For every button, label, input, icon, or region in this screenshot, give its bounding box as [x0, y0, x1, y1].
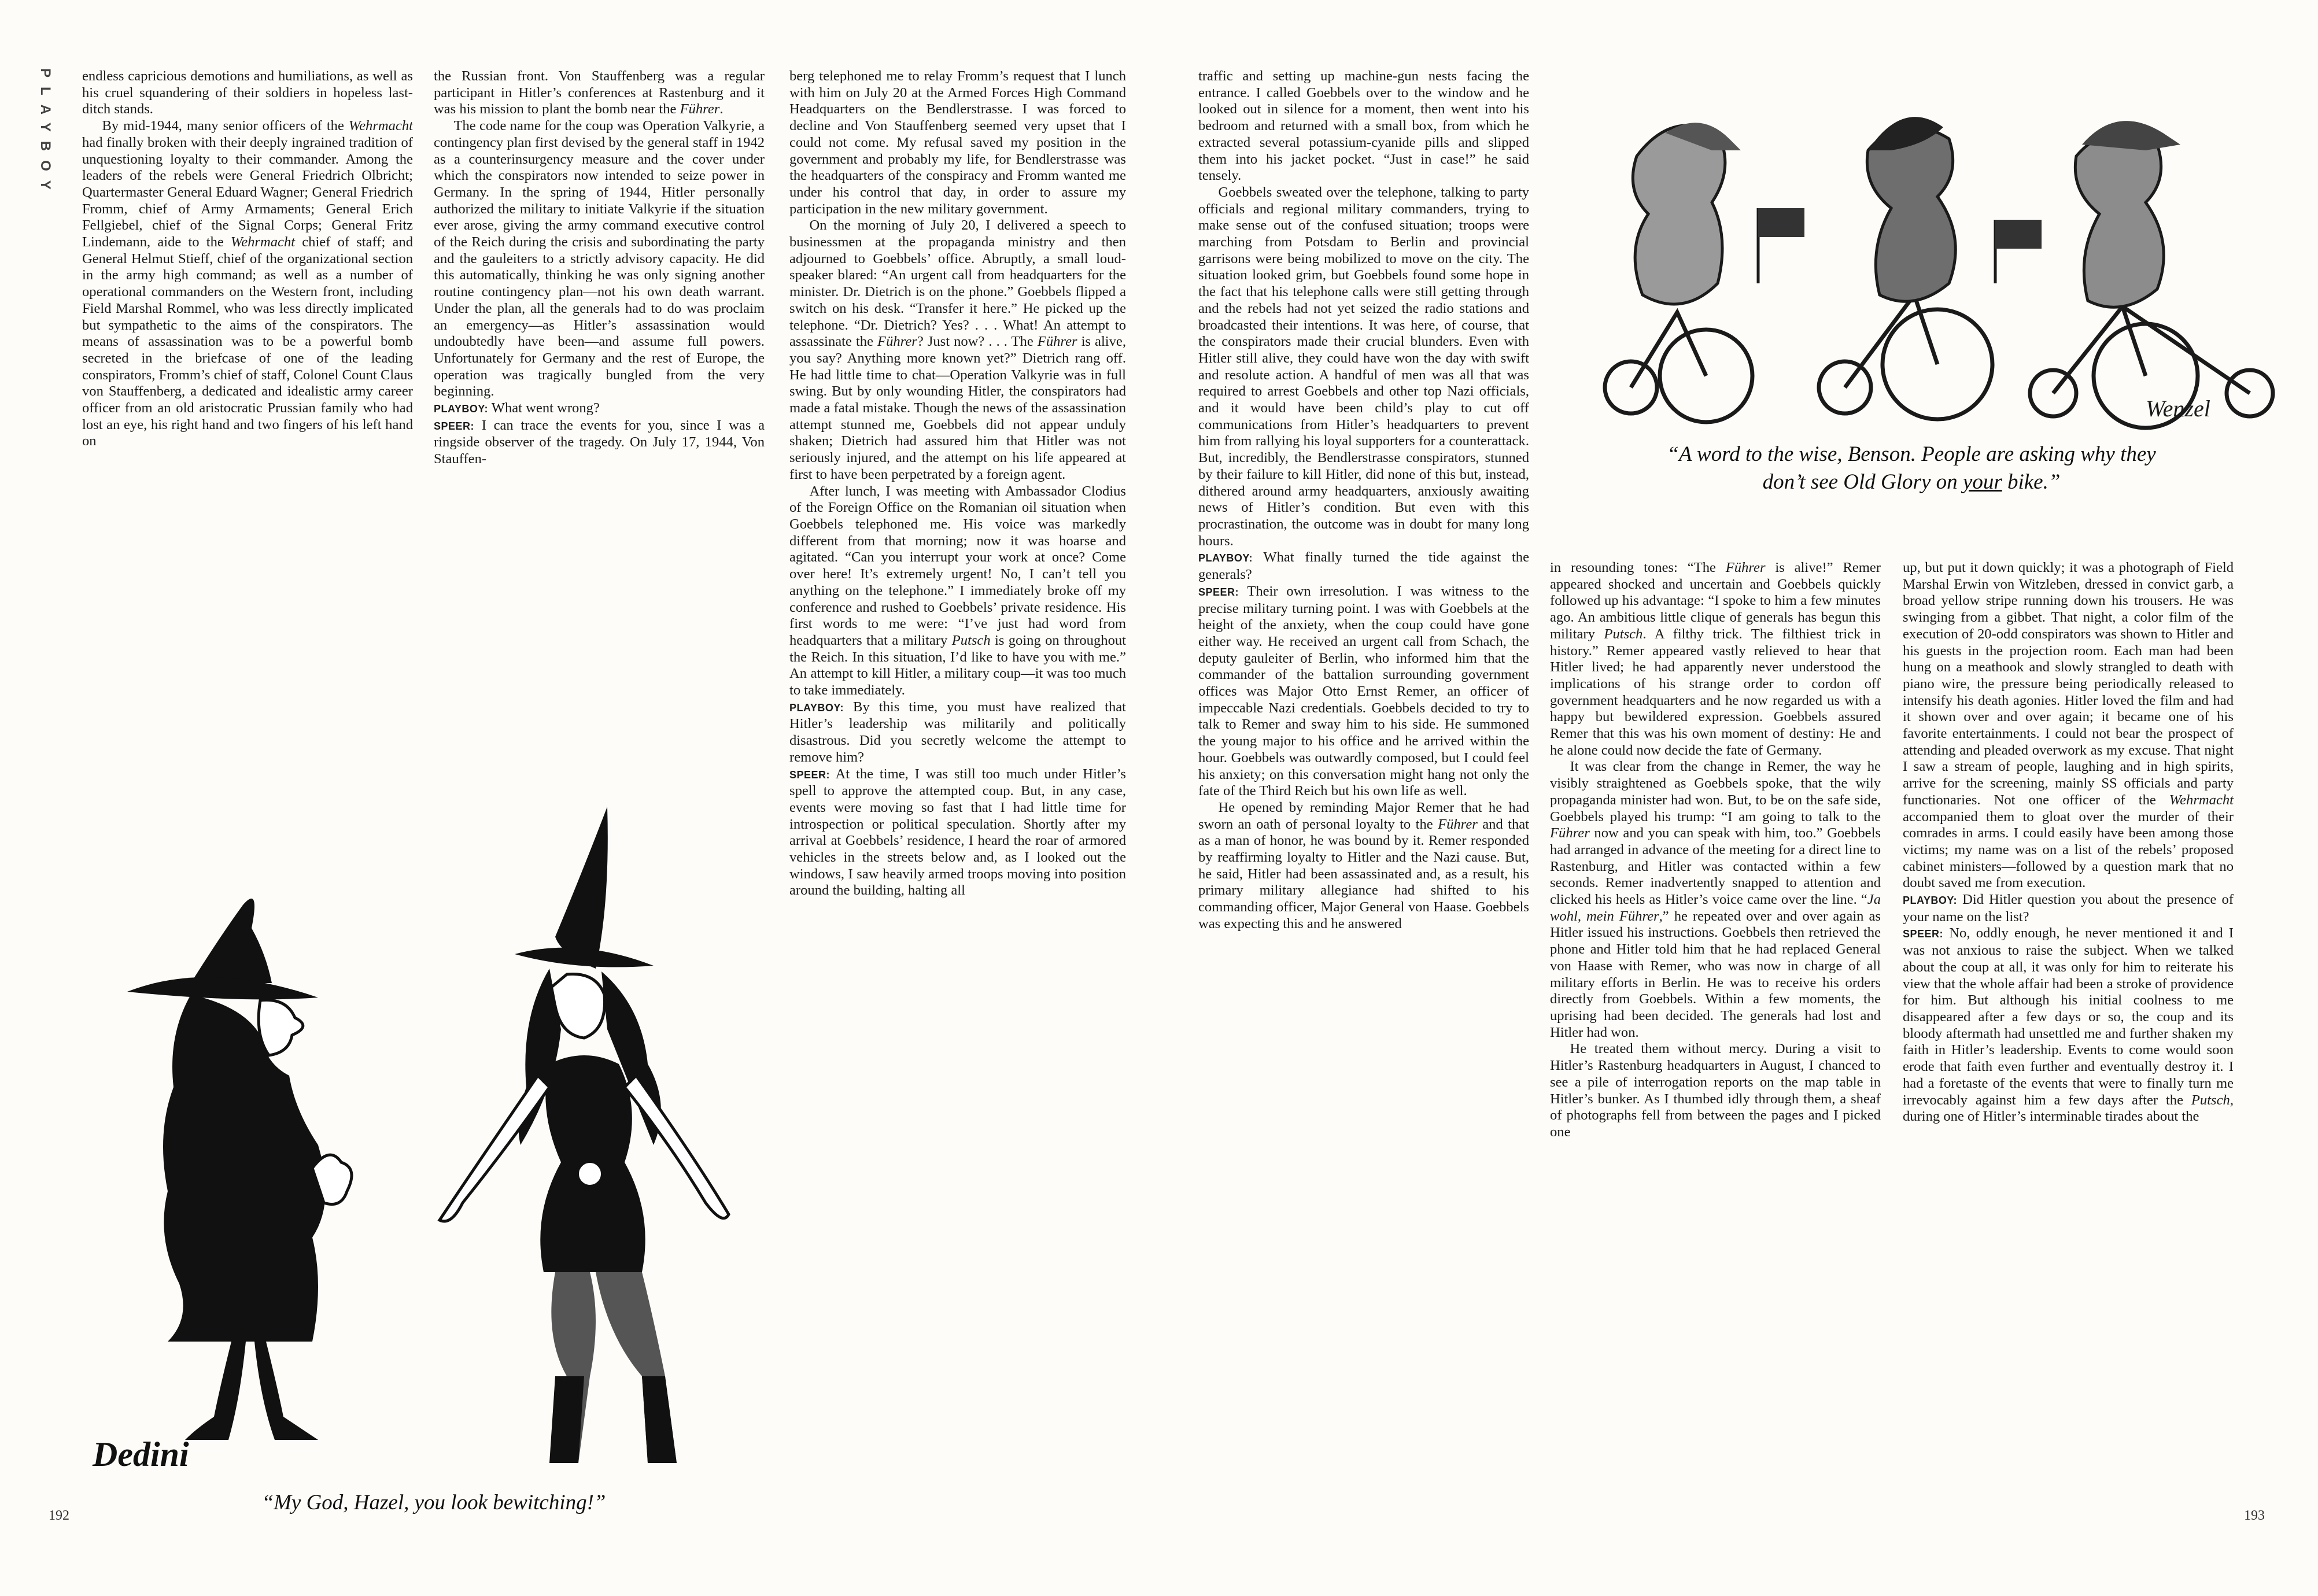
paragraph-text: He treated them without mercy. During a visit to Hitler’s Rastenburg headquarters in August, I chanced to see a pile of interrogation reports on the map table in Hitler’s bunker. As I thumbed idly through them, a sheaf of photographs fell from between the pages and I picked one: [1550, 1041, 1881, 1140]
paragraph: [789, 699, 1126, 766]
speaker-label: SPEER:: [1198, 586, 1239, 598]
paragraph-text: in resounding tones: “The Führer is alive!” Remer appeared shocked and uncertain and Goebbels quickly followed up his advantage: “I spoke to him a few minutes ago. An ambitious little clique of generals has begun this military Putsch. A filthy trick. The filthiest trick in history.” Remer appeared vastly relieved to hear that Hitler lived; he had apparently never understood the implications of his strange order to cordon off government headquarters and he now regarded us with a happy but bewildered expression. Goebbels assured Remer that this was his own moment of destiny: He and he alone could now decide the fate of Germany.: [1550, 560, 1881, 758]
paragraph: [434, 418, 765, 468]
paragraph: [434, 68, 765, 118]
paragraph: [1550, 1041, 1881, 1140]
speaker-label: PLAYBOY:: [434, 403, 489, 415]
paragraph-text: the Russian front. Von Stauffenberg was a regular participant in Hitler’s conferences at Rastenburg and it was his mission to plant the bomb near the Führer.: [434, 68, 765, 117]
paragraph-text: I can trace the events for you, since I was a ringside observer of the tragedy. On July 17, 1944, Von Stauffen-: [434, 417, 765, 467]
paragraph-text: No, oddly enough, he never mentioned it and I was not anxious to raise the subject. When we talked about the coup at all, it was only for him to reiterate his view that the whole affair had been a stroke of providence for him. But although his initial coolness to me disappeared after a few days or so, the coup and its bloody aftermath had unsettled me and further shaken my faith in Hitler’s leadership. Events to come would soon erode that faith even further and eventually destroy it. I had a foretaste of the events that were to finally turn me irrevocably against him a few days after the Putsch, during one of Hitler’s interminable tirades about the: [1903, 925, 2234, 1125]
paragraph-text: He opened by reminding Major Remer that he had sworn an oath of personal loyalty to the Führer and that as a man of honor, he was bound by it. Remer responded by reaffirming loyalty to Hitler and the Nazi cause. But, he said, Hitler had been assassinated and, as a result, his primary military allegiance had shifted to his commanding officer, Major General von Haase. Goebbels was expecting this and he answered: [1198, 799, 1529, 932]
text-column-6: [1903, 560, 2234, 1125]
paragraph: [1198, 583, 1529, 800]
paragraph: [1198, 549, 1529, 583]
speaker-label: PLAYBOY:: [1903, 895, 1958, 907]
paragraph: [1903, 925, 2234, 1125]
page-number-left: 192: [49, 1508, 69, 1523]
paragraph: [1550, 759, 1881, 1041]
paragraph: [434, 118, 765, 400]
speaker-label: SPEER:: [434, 420, 475, 432]
tricycles-caption-line-1: “A word to the wise, Benson. People are asking why they: [1667, 442, 2156, 466]
paragraph: [1198, 800, 1529, 933]
speaker-label: PLAYBOY:: [1198, 552, 1253, 564]
text-column-1: [82, 68, 413, 450]
text-column-5: [1550, 560, 1881, 1141]
witches-caption: “My God, Hazel, you look bewitching!”: [261, 1491, 606, 1514]
tricycles-caption: [1556, 441, 2267, 496]
paragraph-text: The code name for the coup was Operation Valkyrie, a contingency plan first devised by the general staff in 1942 as a counterinsurgency measure and the cover under which the conspirators now intended to seize power in Germany. In the spring of 1944, Hitler personally authorized the military to initiate Valkyrie if the situation ever arose, giving the army command executive control of the Reich during the crisis and subordinating the party and the gauleiters to a strictly advisory capacity. He did this automatically, thinking he was only signing another routine contingency plan—not his own death warrant. Under the plan, all the generals had to do was proclaim an emergency—as Hitler’s assassination would undoubtedly have been—and assume full powers. Unfortunately for Germany and the rest of Europe, the operation was tragically bungled from the very beginning.: [434, 118, 765, 400]
paragraph-text: What finally turned the tide against the generals?: [1198, 549, 1529, 583]
paragraph: [1198, 68, 1529, 184]
page-number-right: 193: [2244, 1508, 2265, 1523]
paragraph-text: traffic and setting up machine-gun nests facing the entrance. I called Goebbels over to the window and he looked out in silence for a moment, then went into his bedroom and returned with a small box, from which he extracted several potassium-cyanide pills and slipped them into his jacket pocket. “Just in case!” he said tensely.: [1198, 68, 1529, 184]
witches-cartoon: [69, 763, 781, 1503]
speaker-label: SPEER:: [789, 769, 831, 781]
tricycles-caption-line-2-end: bike.”: [2002, 470, 2061, 494]
paragraph-text: up, but put it down quickly; it was a photograph of Field Marshal Erwin von Witzleben, dressed in convict garb, a broad yellow stripe running down his trousers. He was swinging from a gibbet. That night, a color film of the execution of 20-odd conspirators was shown to Hitler and his guests in the projection room. Each man had been hung on a meathook and slowly strangled to death with piano wire, the pressure being periodically released to intensify his death agonies. Hitler loved the film and had it shown over and over again; it became one of his favorite entertainments. I could not bear the prospect of attending and pleaded overwork as my excuse. That night I saw a stream of people, laughing and in high spirits, arrive for the screening, mainly SS officials and party functionaries. Not one officer of the Wehrmacht accompanied them to gloat over the murder of their comrades in arms. I could easily have been among those victims; my name was on a list of the rebels’ proposed cabinet ministers—followed by a question mark that no doubt saved me from execution.: [1903, 560, 2234, 891]
paragraph: [789, 766, 1126, 900]
paragraph-text: After lunch, I was meeting with Ambassador Clodius of the Foreign Office on the Romanian oil situation when Goebbels telephoned me. His voice was markedly different from that morning; now it was hoarse and agitated. “Can you interrupt your work at once? Come over here! It’s extremely urgent! No, I can’t tell you anything on the telephone.” I immediately broke off my conference and rushed to Goebbels’ private residence. His first words to me were: “I’ve just had word from headquarters that a military Putsch is going on throughout the Reich. In this situation, I’d like to have you with me.” An attempt to kill Hitler, a military coup—it was too much to take immediately.: [789, 483, 1126, 699]
paragraph-text: At the time, I was still too much under Hitler’s spell to approve the attempted coup. But, in any case, events were moving so fast that I had little time for introspection or political speculation. Shortly after my arrival at Goebbels’ residence, I heard the roar of armored vehicles in the streets below and, as I looked out the windows, I saw heavily armed troops moving into position around the building, halting all: [789, 766, 1126, 899]
paragraph-text: It was clear from the change in Remer, the way he visibly straightened as Goebbels spoke, that the wily propaganda minister had won. But, to be on the safe side, Goebbels played his trump: “I am going to talk to the Führer now and you can speak with him, too.” Goebbels had arranged in advance of the meeting for a direct line to Rastenburg, and Hitler was contacted within a few seconds. Remer inadvertently snapped to attention and clicked his heels as Hitler’s voice came over the line. “Ja wohl, mein Führer,” he repeated over and over again as Hitler issued his instructions. Goebbels then retrieved the phone and Hitler told him that he had replaced General von Haase with Remer, who was now in charge of all military efforts in Berlin. He was to receive his orders directly from Goebbels. Within a few moments, the uprising had been decided. The generals had lost and Hitler had won.: [1550, 759, 1881, 1040]
paragraph: [789, 483, 1126, 699]
paragraph: [789, 68, 1126, 217]
paragraph-text: Did Hitler question you about the presence of your name on the list?: [1903, 892, 2234, 925]
paragraph: [1550, 560, 1881, 759]
tricycles-caption-line-2: [1556, 468, 2267, 496]
cartoon-signature-dedini: Dedini: [93, 1435, 189, 1473]
tricycles-caption-underlined-word: your: [1962, 470, 2002, 494]
tricycles-caption-line-2-start: don’t see Old Glory on: [1762, 470, 1963, 494]
cartoon-signature-wenzel: Wenzel: [2146, 396, 2210, 422]
paragraph-text: On the morning of July 20, I delivered a speech to businessmen at the propaganda ministry and then adjourned to Goebbels’ office. Abruptly, a small loud-speaker blared: “An urgent call from headquarters for the minister. Dr. Dietrich is on the phone.” Goebbels flipped a switch on his desk. “Transfer it here.” He picked up the telephone. “Dr. Dietrich? Yes? . . . What! An attempt to assassinate the Führer? Just now? . . . The Führer is alive, you say? Anything more known yet?” Dietrich rang off. He had little time to chat—Operation Valkyrie was in full swing. But by only wounding Hitler, the conspirators had made a fatal mistake. Though the news of the assassination attempt stunned me, Goebbels did not appear unduly shaken; Dietrich had assured him that Hitler was not seriously injured, and the attempt on his life appeared at first to have been perpetrated by a foreign agent.: [789, 217, 1126, 482]
speaker-label: SPEER:: [1903, 928, 1944, 940]
paragraph-text: By mid-1944, many senior officers of the Wehrmacht had finally broken with their deeply ingrained tradition of unquestioning loyalty to their commander. Among the leaders of the rebels were General Friedrich Olbricht; Quartermaster General Eduard Wagner; General Friedrich Fromm, chief of Army Armaments; General Erich Fellgiebel, chief of the Signal Corps; General Fritz Lindemann, aide to the Wehrmacht chief of staff; and General Helmut Stieff, chief of the organizational section in the army high command; as well as a number of operational commanders on the Western front, including Field Marshal Rommel, who was less directly implicated but sympathetic to the aims of the conspirators. The means of assassination was to be a powerful bomb secreted in the briefcase of one of the leading conspirators, Fromm’s chief of staff, Colonel Count Claus von Stauffenberg, a dedicated and idealistic army career officer from an old aristocratic Prussian family who had lost an eye, his right hand and two fingers of his left hand on: [82, 118, 413, 449]
magazine-name: PLAYBOY: [38, 68, 53, 199]
tricycles-cartoon: [1567, 64, 2284, 434]
paragraph: [1198, 184, 1529, 549]
paragraph: [1903, 560, 2234, 892]
text-column-3: [789, 68, 1126, 899]
paragraph: [82, 118, 413, 450]
paragraph: [82, 68, 413, 118]
paragraph: [434, 400, 765, 418]
paragraph-text: What went wrong?: [488, 400, 600, 416]
text-column-4: [1198, 68, 1529, 933]
paragraph-text: berg telephoned me to relay Fromm’s request that I lunch with him on July 20 at the Armed Forces High Command Headquarters on the Bendlerstrasse. I was forced to decline and Von Stauffenberg seemed very upset that I could not come. My refusal saved my position in the government and probably my life, for Bendlerstrasse was the headquarters of the conspiracy and Fromm wanted me under his control that day, in order to assure my participation in the new military government.: [789, 68, 1126, 217]
paragraph: [789, 217, 1126, 483]
speaker-label: PLAYBOY:: [789, 701, 844, 714]
paragraph-text: Goebbels sweated over the telephone, talking to party officials and regional military commanders, trying to make sense out of the confused situation; troops were marching from Potsdam to Berlin and provincial garrisons were being mobilized to move on the city. The situation looked grim, but Goebbels found some hope in the fact that his telephone calls were still getting through and the rebels had not yet seized the radio stations and broadcasted their intentions. It was here, of course, that the conspirators made their crucial blunders. Even with Hitler still alive, they could have won the day with swift and resolute action. A handful of men was all that was required to arrest Goebbels and other top Nazi officials, and it would have been child’s play to cut off communications from Hitler’s headquarters to prevent him from rallying his loyal supporters for a counterattack. But, incredibly, the Bendlerstrasse conspirators, stunned by their failure to kill Hitler, did none of this but, instead, dithered around army headquarters, anxiously awaiting news of Hitler’s condition. But even with this procrastination, the outcome was in doubt for many long hours.: [1198, 184, 1529, 549]
paragraph-text: endless capricious demotions and humiliations, as well as his cruel squandering of their soldiers in hopeless last-ditch stands.: [82, 68, 413, 117]
paragraph: [1903, 892, 2234, 925]
paragraph-text: Their own irresolution. I was witness to the precise military turning point. I was with Goebbels at the height of the anxiety, when the coup could have gone either way. He received an urgent call from Schach, the deputy gauleiter of Berlin, who informed him that the commander of the battalion surrounding government offices was Major Otto Ernst Remer, an officer of impeccable Nazi credentials. Goebbels decided to try to talk to Remer and sway him to his side. He summoned the young major to his office and he arrived within the hour. Goebbels was outwardly composed, but I could feel his anxiety; on this conversation might hang not only the fate of the Third Reich but his own life as well.: [1198, 583, 1529, 799]
paragraph-text: By this time, you must have realized that Hitler’s leadership was militarily and politically disastrous. Did you secretly welcome the attempt to remove him?: [789, 699, 1126, 765]
text-column-2: [434, 68, 765, 468]
